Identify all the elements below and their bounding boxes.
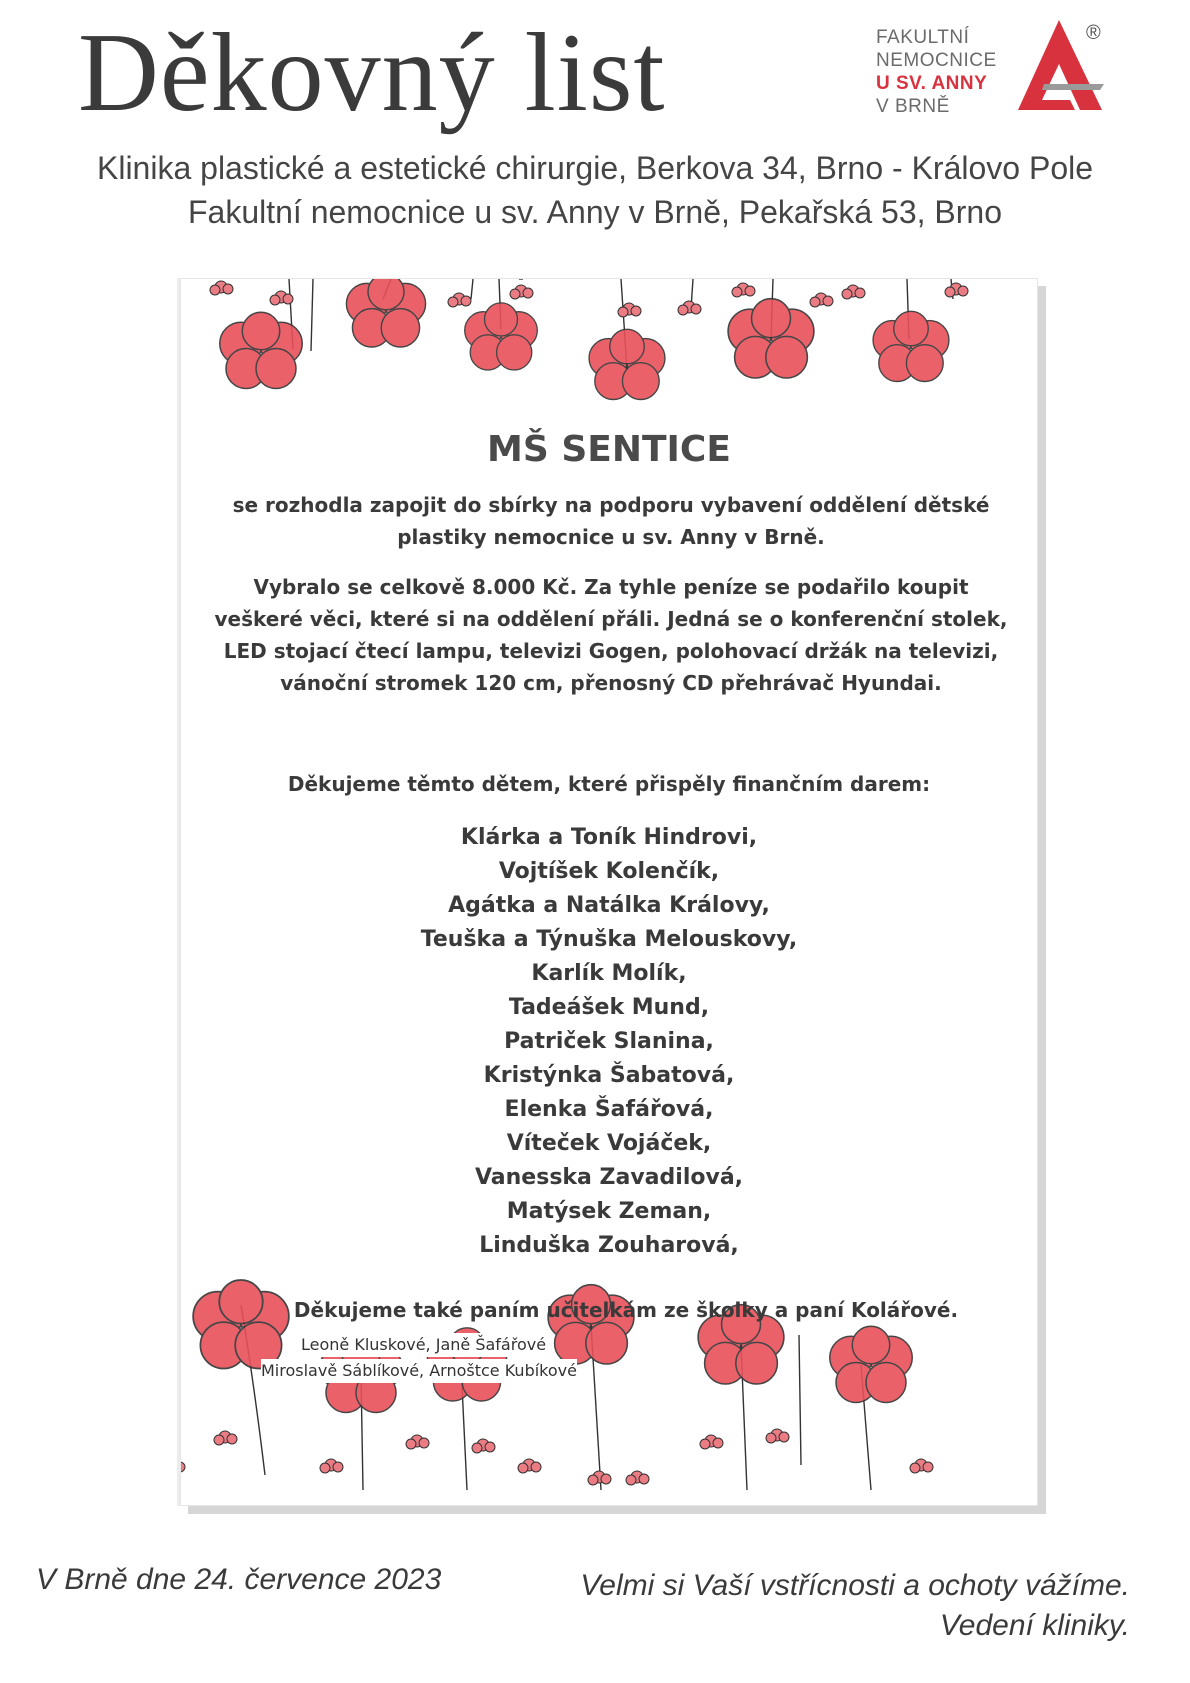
donation-paragraph: Vybralo se celkově 8.000 Kč. Za tyhle peníze se podařilo koupit veškeré věci, které si na oddělení přáli. Jedná se o konferenční stolek, LED stojací čtecí lampu, televizi Gogen, polohovací držák na televizi, vánoční stromek 120 cm, přenosný CD přehrávač Hyundai. [214,575,1008,695]
thanks-teachers-heading: Děkujeme také paním učitelkám ze školky a paní Kolářové. [293,1298,959,1322]
logo-text [876,26,997,118]
thank-you-card [180,278,1038,1506]
list-item: Patriček Slanina, [504,1029,714,1054]
logo-line-2: NEMOCNICE [876,50,997,71]
flowers-top-decoration [181,279,1037,449]
list-item: Kristýnka Šabatová, [483,1063,735,1088]
school-name: MŠ SENTICE [487,429,731,470]
list-item: Elenka Šafářová, [504,1097,714,1122]
address-line-1: Klinika plastické a estetické chirurgie, Berkova 34, Brno - Královo Pole [96,150,1094,186]
address-line-2: Fakultní nemocnice u sv. Anny v Brně, Pekařská 53, Brno [187,194,1003,230]
teachers-line-1: Leoně Kluskové, Janě Šafářové [301,1333,546,1357]
registered-mark: ® [1086,22,1101,44]
teachers-line-2: Miroslavě Sáblíkové, Arnoštce Kubíkové [261,1359,577,1383]
list-item: Agátka a Natálka Královy, [448,893,770,918]
closing-thanks: Velmi si Vaší vstřícnosti a ochoty vážíme. [580,1569,1130,1602]
logo-line-4: V BRNĚ [876,96,950,117]
thanks-children-heading: Děkujeme těmto dětem, které přispěly finančním darem: [287,772,931,796]
list-item: Matýsek Zeman, [506,1199,712,1224]
signature: Vedení kliniky. [939,1609,1130,1642]
list-item: Karlík Molík, [531,961,687,986]
logo-line-3: U SV. ANNY [876,73,988,94]
list-item: Tadeášek Mund, [508,995,710,1020]
list-item: Víteček Vojáček, [506,1131,712,1156]
logo-line-1: FAKULTNÍ [876,27,970,48]
document-title: Děkovný list [78,11,666,135]
hospital-logo [876,18,1126,128]
intro-paragraph: se rozhodla zapojit do sbírky na podporu vybavení oddělení dětské plastiky nemocnice u sv. Anny v Brně. [232,493,990,549]
place-date: V Brně dne 24. července 2023 [36,1563,442,1596]
list-item: Vojtíšek Kolenčík, [498,859,720,884]
list-item: Teuška a Týnuška Melouskovy, [420,927,798,952]
list-item: Vanesska Zavadilová, [474,1165,744,1190]
children-list [181,821,1037,1263]
list-item: Linduška Zouharová, [479,1233,739,1258]
list-item: Klárka a Toník Hindrovi, [460,825,758,850]
